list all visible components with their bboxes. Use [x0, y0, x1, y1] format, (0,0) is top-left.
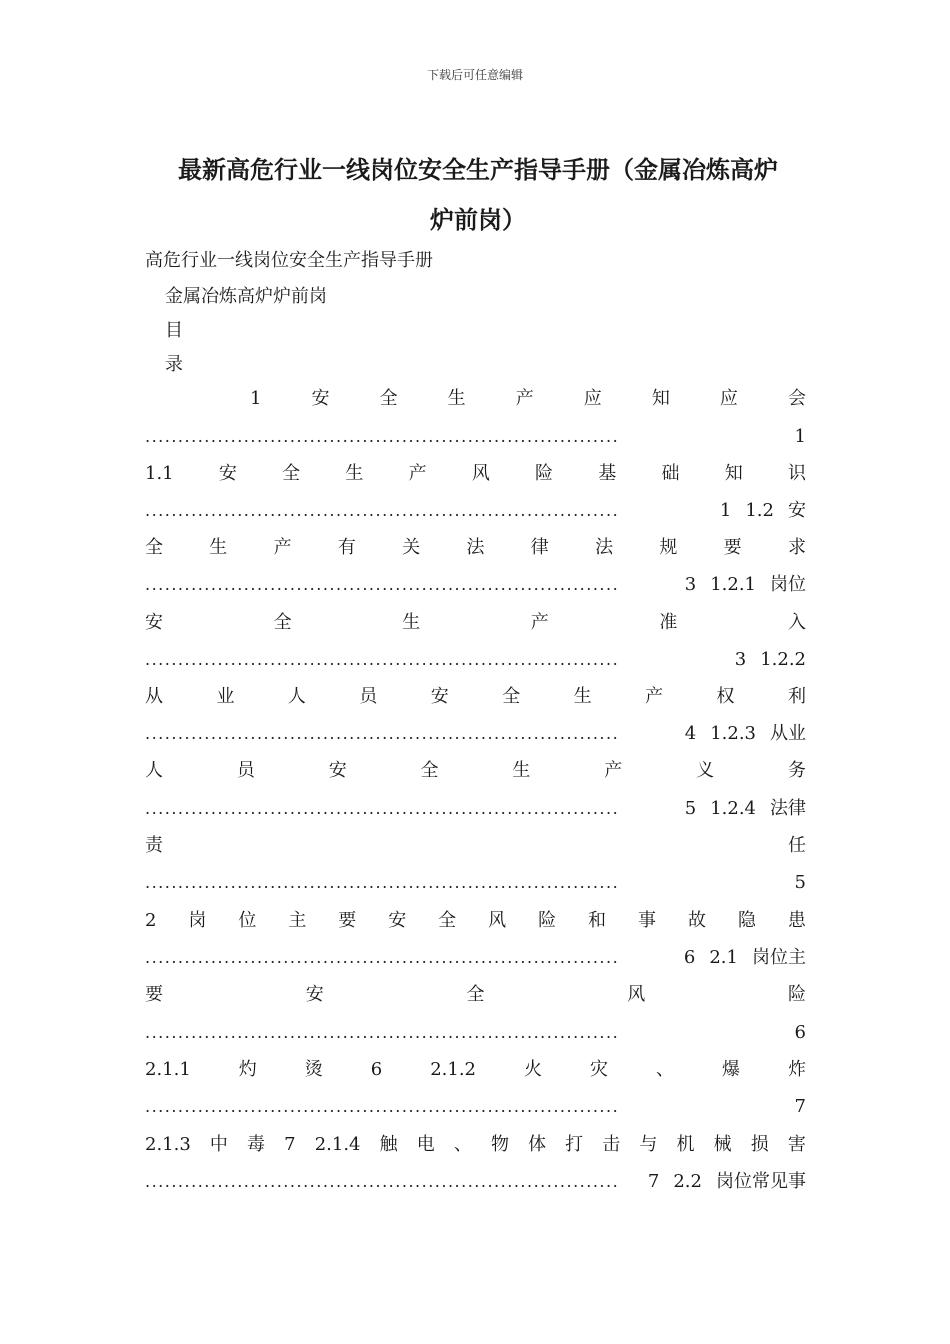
- toc-row-1: [250, 386, 806, 412]
- toc-token: 全: [282, 463, 301, 484]
- toc-token: 全: [420, 760, 439, 781]
- toc-token: 2.1: [709, 947, 738, 968]
- toc-tail-7: [795, 870, 806, 896]
- toc-token: 安: [388, 910, 407, 931]
- toc-row-10: [145, 1057, 806, 1083]
- toc-token: 生: [512, 760, 531, 781]
- toc-token: 人: [145, 760, 163, 781]
- toc-token: 6: [794, 1022, 806, 1043]
- toc-token: 物: [490, 1134, 509, 1155]
- toc-token: 有: [337, 537, 356, 558]
- toc-token: 1.2.4: [710, 798, 756, 819]
- toc-token: 安: [788, 500, 806, 521]
- toc-token: 从: [145, 686, 163, 707]
- toc-token: 知: [651, 388, 670, 409]
- toc-token: 6: [683, 947, 696, 968]
- toc-heading-lu: 录: [165, 354, 183, 375]
- toc-token: 生: [345, 463, 364, 484]
- document-title-line-1: 最新高危行业一线岗位安全生产指导手册（金属冶炼高炉: [178, 156, 778, 184]
- toc-token: 4: [684, 723, 697, 744]
- toc-token: 6: [370, 1059, 383, 1080]
- toc-token: 1.2.1: [710, 574, 756, 595]
- toc-token: 、: [453, 1134, 472, 1155]
- toc-row-9: [145, 982, 806, 1008]
- toc-token: 生: [209, 537, 228, 558]
- toc-token: 5: [684, 798, 697, 819]
- toc-token: 损: [750, 1134, 769, 1155]
- toc-token: 风: [488, 910, 507, 931]
- toc-token: 法律: [770, 798, 806, 819]
- toc-token: 应: [719, 388, 738, 409]
- toc-token: 法: [466, 537, 485, 558]
- toc-token: 岗位: [770, 574, 806, 595]
- toc-token: 生: [447, 388, 466, 409]
- toc-token: 岗: [188, 910, 207, 931]
- toc-token: 主: [288, 910, 307, 931]
- toc-token: 1.2.2: [760, 649, 806, 670]
- toc-token: 生: [402, 612, 421, 633]
- toc-token: 全: [502, 686, 521, 707]
- toc-token: 机: [676, 1134, 695, 1155]
- toc-token: 权: [716, 686, 735, 707]
- toc-token: 7: [284, 1134, 296, 1155]
- toc-token: 安: [311, 388, 330, 409]
- toc-token: 员: [236, 760, 255, 781]
- toc-token: 岗位主: [752, 947, 806, 968]
- toc-tail-4: [735, 647, 806, 673]
- toc-token: 产: [530, 612, 549, 633]
- toc-token: 从业: [770, 723, 806, 744]
- toc-token: 2.1.4: [314, 1134, 361, 1155]
- toc-tail-11: [648, 1169, 806, 1195]
- toc-token: 岗位常见事: [716, 1171, 806, 1192]
- toc-dot-leader: ........................................................................: [145, 799, 620, 818]
- toc-token: 1: [794, 426, 806, 447]
- toc-dot-leader: ........................................................................: [145, 873, 620, 892]
- toc-token: 产: [645, 686, 664, 707]
- toc-token: 体: [528, 1134, 547, 1155]
- toc-token: 5: [794, 872, 806, 893]
- toc-token: 全: [466, 984, 485, 1005]
- toc-token: 知: [724, 463, 743, 484]
- toc-token: 、: [655, 1059, 674, 1080]
- toc-token: 故: [687, 910, 706, 931]
- toc-token: 生: [573, 686, 592, 707]
- toc-dot-leader: ........................................................................: [145, 427, 620, 446]
- toc-token: 1: [719, 500, 732, 521]
- toc-dot-leader: ........................................................................: [145, 1097, 620, 1116]
- toc-dot-leader: ........................................................................: [145, 1172, 620, 1191]
- post-name: 金属冶炼高炉炉前岗: [165, 286, 327, 307]
- toc-token: 准: [659, 612, 678, 633]
- toc-row-7: [145, 833, 806, 859]
- toc-dot-leader: ........................................................................: [145, 1023, 620, 1042]
- toc-token: 事: [637, 910, 656, 931]
- toc-token: 律: [530, 537, 549, 558]
- toc-token: 产: [273, 537, 292, 558]
- toc-dot-leader: ........................................................................: [145, 575, 620, 594]
- toc-token: 规: [659, 537, 678, 558]
- toc-token: 产: [408, 463, 427, 484]
- manual-subtitle: 高危行业一线岗位安全生产指导手册: [145, 250, 433, 271]
- toc-token: 3: [684, 574, 697, 595]
- toc-token: 烫: [304, 1059, 323, 1080]
- toc-token: 任: [788, 835, 806, 856]
- toc-row-3: [145, 535, 806, 561]
- toc-token: 关: [402, 537, 421, 558]
- toc-dot-leader: ........................................................................: [145, 948, 620, 967]
- toc-token: 1: [250, 388, 262, 409]
- toc-token: 与: [639, 1134, 658, 1155]
- toc-token: 安: [305, 984, 324, 1005]
- toc-row-2: [145, 461, 806, 487]
- toc-tail-9: [795, 1020, 806, 1046]
- toc-token: 产: [604, 760, 623, 781]
- toc-row-8: [145, 908, 806, 934]
- toc-token: 责: [145, 835, 163, 856]
- toc-token: 触: [379, 1134, 398, 1155]
- toc-token: 法: [595, 537, 614, 558]
- toc-token: 要: [723, 537, 742, 558]
- toc-token: 械: [713, 1134, 732, 1155]
- toc-token: 毒: [247, 1134, 266, 1155]
- toc-token: 险: [535, 463, 554, 484]
- toc-token: 2.2: [673, 1171, 702, 1192]
- toc-token: 员: [359, 686, 378, 707]
- toc-token: 全: [145, 537, 163, 558]
- toc-token: 应: [583, 388, 602, 409]
- toc-token: 全: [273, 612, 292, 633]
- toc-token: 安: [218, 463, 237, 484]
- toc-token: 击: [602, 1134, 621, 1155]
- toc-token: 入: [787, 612, 806, 633]
- toc-token: 安: [430, 686, 449, 707]
- toc-dot-leader: ........................................................................: [145, 650, 620, 669]
- toc-row-11: [145, 1132, 806, 1158]
- toc-token: 安: [328, 760, 347, 781]
- toc-token: 2.1.1: [145, 1059, 191, 1080]
- toc-token: 炸: [787, 1059, 806, 1080]
- toc-token: 基: [598, 463, 617, 484]
- toc-token: 灾: [589, 1059, 608, 1080]
- toc-heading-mu: 目: [165, 320, 183, 341]
- toc-token: 求: [787, 537, 806, 558]
- toc-token: 1.2: [745, 500, 774, 521]
- toc-token: 火: [524, 1059, 542, 1080]
- toc-token: 险: [788, 984, 806, 1005]
- toc-token: 位: [238, 910, 257, 931]
- document-title-line-2: 炉前岗）: [430, 206, 526, 234]
- toc-row-5: [145, 684, 806, 710]
- toc-dot-leader: ........................................................................: [145, 724, 620, 743]
- toc-token: 产: [515, 388, 534, 409]
- toc-token: 1.1: [145, 463, 174, 484]
- toc-token: 会: [787, 388, 806, 409]
- toc-token: 风: [471, 463, 490, 484]
- toc-token: 业: [216, 686, 235, 707]
- toc-token: 利: [787, 686, 806, 707]
- toc-token: 灼: [238, 1059, 257, 1080]
- toc-token: 1.2.3: [710, 723, 756, 744]
- toc-token: 7: [647, 1171, 660, 1192]
- toc-token: 患: [787, 910, 806, 931]
- toc-token: 全: [379, 388, 398, 409]
- toc-token: 2.1.3: [145, 1134, 191, 1155]
- toc-tail-3: [685, 572, 806, 598]
- header-note: 下载后可任意编辑: [426, 68, 523, 82]
- toc-token: 和: [588, 910, 607, 931]
- toc-token: 中: [209, 1134, 228, 1155]
- toc-token: 要: [338, 910, 357, 931]
- toc-token: 2: [145, 910, 157, 931]
- toc-dot-leader: ........................................................................: [145, 501, 620, 520]
- toc-tail-10: [795, 1094, 806, 1120]
- toc-token: 础: [661, 463, 680, 484]
- toc-token: 电: [416, 1134, 435, 1155]
- toc-token: 打: [565, 1134, 584, 1155]
- toc-tail-6: [685, 796, 806, 822]
- toc-token: 7: [794, 1096, 806, 1117]
- toc-token: 隐: [737, 910, 756, 931]
- toc-tail-1: [795, 424, 806, 450]
- toc-tail-5: [685, 721, 806, 747]
- toc-token: 务: [787, 760, 806, 781]
- toc-token: 安: [145, 612, 163, 633]
- toc-row-6: [145, 758, 806, 784]
- toc-token: 义: [696, 760, 715, 781]
- toc-tail-8: [684, 945, 806, 971]
- toc-token: 识: [787, 463, 806, 484]
- toc-token: 爆: [721, 1059, 740, 1080]
- toc-token: 险: [538, 910, 557, 931]
- toc-token: 风: [627, 984, 646, 1005]
- toc-row-4: [145, 610, 806, 636]
- toc-token: 2.1.2: [430, 1059, 477, 1080]
- toc-token: 3: [734, 649, 747, 670]
- toc-token: 人: [287, 686, 306, 707]
- toc-token: 害: [787, 1134, 806, 1155]
- toc-tail-2: [720, 498, 806, 524]
- toc-token: 要: [145, 984, 163, 1005]
- toc-token: 全: [438, 910, 457, 931]
